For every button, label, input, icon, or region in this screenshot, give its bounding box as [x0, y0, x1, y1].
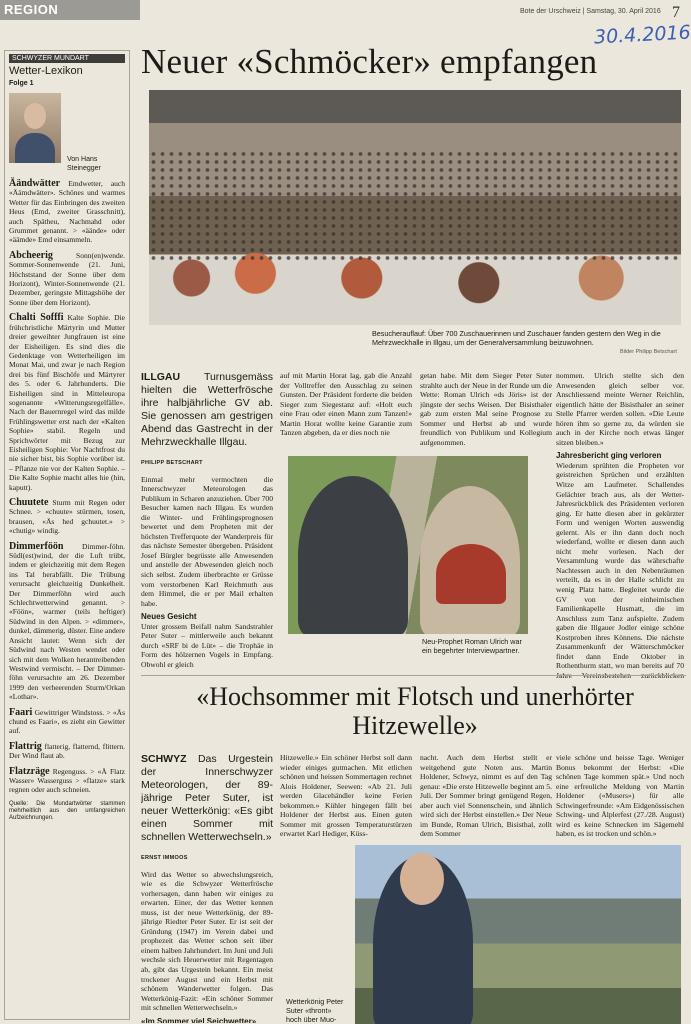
headline-1: Neuer «Schmöcker» empfangen: [141, 42, 598, 81]
article-1-col-2: auf mit Martin Horat lag, gab die Anzahl der Volltreffer den Ausschlag zu seinen Gunsten. Der Präsident forderte die beiden Sieger zum Siegestanz auf: «Holt euch eine Frau oder einen Mann zum Tanzen!» Martin Horat wollte keine Garantie zum Tanzen abgeben, da er dies noch nie: [280, 371, 412, 438]
article-2-col-3: nacht. Auch dem Herbst stellt er weitgehend gute Noten aus. Martin Holdener, Schwyz, nimmt es auf den Tag genau: «Die erste Hitzewelle beginnt am 5. Juli. Der Sommer bringt genügend Regen, aber auch viel Sonnenschein, und ähnlich wird sich der Herbst einstellen.» Der Neue im Bunde, Roman Ulrich, Bisisthal, zollt dem Sommer: [420, 753, 552, 839]
sidebar-footer: Quelle: Die Mundartwörter stammen mehrheitlich aus den umfangreichen Aufzeichnungen.: [9, 800, 125, 821]
article-2-author: ERNST IMMOOS: [141, 855, 188, 861]
entry-text: Dimmer-föhn. Südl(est)wind, der die Luft trübt, indem er gleichzeitig mit dem Regen ins Tal herabfällt. Die Trübung verursacht gleichzeitig Dunkelheit. Der Dimmerföhn wird auch Schlechtwetterwind genannt. > «Föön», warmer (teils heftiger) Südwind in den Alpen. > «dimmer», dunkel, dämmerig, düster. Eine andere Ansicht lautet: Wenn sich der Südwind nach Westen wendet oder sich mit dem Wolken herantreibenden Westwind vermischt. – Der Dimmer-föhn verursachte am 26. Dezember 1999 den verheerenden Sturm/Orkan «Lothar».: [9, 541, 125, 702]
entry-text: Gewittriger Windstoss. > «Äs chund es Faari», es zieht ein Gewitter auf.: [9, 707, 126, 736]
lexikon-entry: [9, 742, 125, 761]
subhead-neues-gesicht: Neues Gesicht: [141, 612, 197, 622]
article-divider: [141, 675, 686, 676]
lead-place: ILLGAU: [141, 371, 181, 383]
lexikon-entry: [9, 767, 125, 795]
lexikon-entry: [9, 708, 125, 736]
article-2-lead: [141, 753, 273, 844]
article-2-col-4: viele schöne und heisse Tage. Weniger Bonus bekommt der Herbst: «Die schönen Tage kommen spät.» Und noch eine erfreuliche Meldung von Martin Holdener («Musers») für alle Schwingerfreunde: «Am Eidgenössischen Schwing- und Älplerfest (27./28. August) wird es keine Schnecken im Sägemehl haben, es ist trocken und schön.»: [556, 753, 684, 839]
body-text: Wird das Wetter so abwechslungsreich, wie es die Schwyzer Wetterfrösche vorhersagen, dann haben wir einiges zu erwarten. Einer, der das Wetter kennen muss, ist der neue Wetterkönig, der 89-jährige Riedter Peter Suter. Er ist seit der Gründung (1947) im Verein dabei und prophezeit das Wetter schon seit über einem halben Jahrhundert. Im Juni und Juli wechsle sich Heuerwetter mit Regentagen ab, gibt das Urgestein bekannt. Ein meist trockener August und ein Herbst mit schönem Wanderwetter folgen. Das Wetterkönig-Fazit: «Ein schöner Sommer mit schnellen Wetterwechseln.»: [141, 869, 273, 1013]
article-1-col-3: getan habe. Mit dem Sieger Peter Suter strahlte auch der Neue in der Runde um die Wette: Roman Ulrich «ds Jöris» ist der jüngste der sechs Weisen. Der Bisisthaler gab zum ersten Mal seine Prognose zu Sommer und Herbst ab und wurde freundlich von Publikum und Kollegium aufgenommen.: [420, 371, 552, 447]
entry-text: Sonn(en)wende. Sommer-Sonnenwende (21. Juni, Höchststand der Sonne über dem Horizont), Winter-Sonnenwende (21. Dezember, geringste Mittagshöhe der Sonne über dem Horizont).: [9, 250, 125, 307]
body-text: Einmal mehr vermochten die Innerschwyzer Meteorologen das Publikum in Scharen anzuziehen. Über 700 Besucher kamen nach Illgau. Es wurden die Winter- und Frühlingsprognosen bewertet und dem Propheten mit der höchsten Trefferquote der Wanderpreis für das nächste Semester übergeben. Präsident Josef Bürgler begrüsste alle Anwesenden und anstelle der Abwesenden gleich noch sich selbst. Zudem überbrachte er Grüsse vom verstorbenen Karl Reichmuth aus dem Himmel, die er per Mail erhalten habe.: [141, 474, 273, 608]
section-label: REGION: [4, 2, 59, 17]
entry-term: Faari: [9, 706, 33, 718]
lexikon-entry: [9, 179, 125, 245]
wetterkoenig-photo: [355, 845, 681, 1024]
interview-photo: [288, 456, 528, 634]
lead-text: Turnusgemäss hielten die Wetterfrösche ihre halbjährliche GV ab. Sie genossen am gestrigen Abend das Gastrecht in der Mehrzweckhalle Illgau.: [141, 371, 273, 448]
sidebar-title: Wetter-Lexikon: [9, 65, 83, 77]
article-1-lead: [141, 371, 273, 449]
entry-term: Dimmerföön: [9, 540, 64, 552]
entry-term: Abcheerig: [9, 249, 53, 261]
body-text: Wiederum sprühten die Propheten vor geistreichen Sprüchen und erzählten Witze am Laufmeter. Schallendes Gelächter brach aus, als der Wetter-Jahresrückblick des Präsidenten verloren ging. Er hatte diesen aber in gekürzter Form und wenigen Worten auswendig gelernt. Als er ihn dann doch noch wiederfand, wollte er diesen dann auch nicht mehr vorlesen. Nach der Versammlung wurde das währschafte Nachtessen auch in den Nebenräumen verteilt, da es in der Halle schlicht zu wenig Platz hatte. Begleitet wurde die GV von der einheimischen Familienkapelle Husmatt, die im Anschluss zum Tanz aufspielte. Zudem gaben die Illgauer Jodler einige schöne Kostproben ihres Könnens. Die nächste Zusammenkunft der Wätterschmöcker findet dann Ende Oktober in Rothenthurm statt, wo man bereits auf 70: [556, 460, 684, 671]
article-1-col-4: [556, 371, 684, 681]
headline-2: «Hochsommer mit Flotsch und unerhörter Hitzewelle»: [196, 682, 634, 740]
entry-term: Äändwätter: [9, 178, 61, 189]
article-2-col-1: [141, 753, 273, 1023]
page-number: 7: [672, 4, 680, 21]
entry-text: flatterig, flatternd, flittern. Der Wind flaut ab.: [9, 741, 125, 761]
sidebar-byline: Von Hans Steinegger: [67, 156, 101, 172]
lexikon-entry: [9, 498, 125, 536]
entry-term: Flatzräge: [9, 765, 50, 777]
article-2-col-2: Hitzewelle.» Ein schöner Herbst soll dann wieder einiges gutmachen. Mit etlichen schönen und heissen Sommertagen rechnet Alois Holdener, Seewen: «Ab 21. Juli werden Glacehändler keine Ferien bekommen.» Kühler hingegen fällt bei Holdener der Herbst aus. Einen guten Sommer mit grossen Temperaturstürzen erwartet Karl Hediger, Küss-: [280, 753, 412, 839]
lexikon-entry: [9, 313, 125, 492]
entry-term: Flattrig: [9, 740, 42, 752]
lead-text: Das Urgestein der Innerschwyzer Meteorologen, der 89-jährige Peter Suter, ist neuer Wetterkönig: «Es gibt einen Sommer mit schnellen Wetterwechseln.»: [141, 753, 273, 843]
entry-term: Chalti Sofffi: [9, 312, 64, 324]
handwritten-date: 30.4.2016: [593, 21, 691, 49]
wetter-lexikon-sidebar: [4, 50, 130, 1020]
body-text: Unter grossem Beifall nahm Sandstrahler Peter Suter – mittlerweile auch bekannt durch «SRF bi de Lüt» – die Trophäe in Form des hölzernen Vogels in Empfang. Obwohl er gleich: [141, 621, 273, 669]
entry-text: Sturm mit Regen oder Schnee. > «chuute» stürmen, tosen, brausen, «Äs hed gchuutet.» > «chutig» windig.: [9, 498, 126, 536]
face-shape: [400, 853, 444, 905]
article-1-col-1: [141, 371, 273, 681]
article-1-author: PHILIPP BETSCHART: [141, 460, 203, 466]
body-text: nommen. Ulrich stellte sich den Anwesenden gleich selber vor. Anschliessend meinte Werner Reichlin, eigentlich hätte der Bisisthaler an seiner Stelle Pfarrer werden sollen. «Die Leute hören ihm so gerne zu, da würden sie auch in der Kirche noch etwas länger sitzen bleiben.»: [556, 371, 684, 447]
masthead: Bote der Urschweiz | Samstag, 30. April 2016: [520, 8, 661, 15]
entry-text: Kalte Sophie. Die frühchristliche Märtyrin und Mutter dreier geweihter Jungfrauen ist eine der Eisheiligen. Es sind dies die Gedenktage von Wetterheiligen im Monat Mai, und zwar je nach Region drei bis fünf Bischöfe und Märtyrer des 5. oder 6. Jahrhunderts. Die Eisheiligen sind in Mitteleuropa sogenannte «Witterungsregelfälle». Nach der Bauernregel wird das milde Frühlingswetter erst nach der «Kalten Sophie» stabil. Regeln und Sprichwörter mit Bezug zur Eisheiligen Sophie: Vor Nachtfrost du nie sicher bist, bis Sophie vorüber ist. – Pflanze nie vor der Kalten Sophie. – Die Kalte Sophie macht alles hie (hin, kaputt).: [9, 313, 126, 492]
lexikon-entry: [9, 251, 125, 307]
lexikon-entry: [9, 542, 125, 702]
subhead-seichwetter: «Im Sommer viel Seichwetter»: [141, 1016, 257, 1023]
interviewer-figure: [298, 476, 408, 634]
sidebar-folge: Folge 1: [9, 80, 34, 87]
subhead-jahresbericht: Jahresbericht ging verloren: [556, 451, 662, 461]
photo-2-caption: Neu-Prophet Roman Ulrich war ein begehrter Interviewpartner.: [422, 637, 522, 655]
lead-place: SCHWYZ: [141, 753, 187, 765]
photo-credit: Bilder Philipp Betschart: [620, 349, 677, 355]
entry-text: Regenguss. > «Ä Flatz Wasser» Wasserguss > «flatze» stark regnen oder auch schneien.: [9, 766, 125, 795]
entry-text: Emdwetter, auch «Äämdwätter». Schönes und warmes Wetter für das Einbringen des zweiten Heus (Emd, zweiter Grasschnitt), auch Spätheu, Nachmahd oder Grummet genannt. > «äände» oder «äämde» Emd einsammeln.: [9, 179, 125, 245]
crowd-pattern: [149, 150, 681, 260]
author-portrait: [9, 93, 61, 163]
red-vest-shape: [436, 544, 506, 604]
assembly-hall-photo: [149, 90, 681, 325]
photo-3-caption: Wetterkönig Peter Suter «thront» hoch über Muo-: [286, 997, 344, 1024]
photo-1-caption: Besucherauflauf: Über 700 Zuschauerinnen und Zuschauer fanden gestern den Weg in die Mehrzweckhalle in Illgau, um der Generalversammlung beizuwohnen.: [372, 329, 661, 347]
sidebar-tag: SCHWYZER MUNDART: [9, 54, 125, 63]
entry-term: Chuutete: [9, 497, 49, 508]
